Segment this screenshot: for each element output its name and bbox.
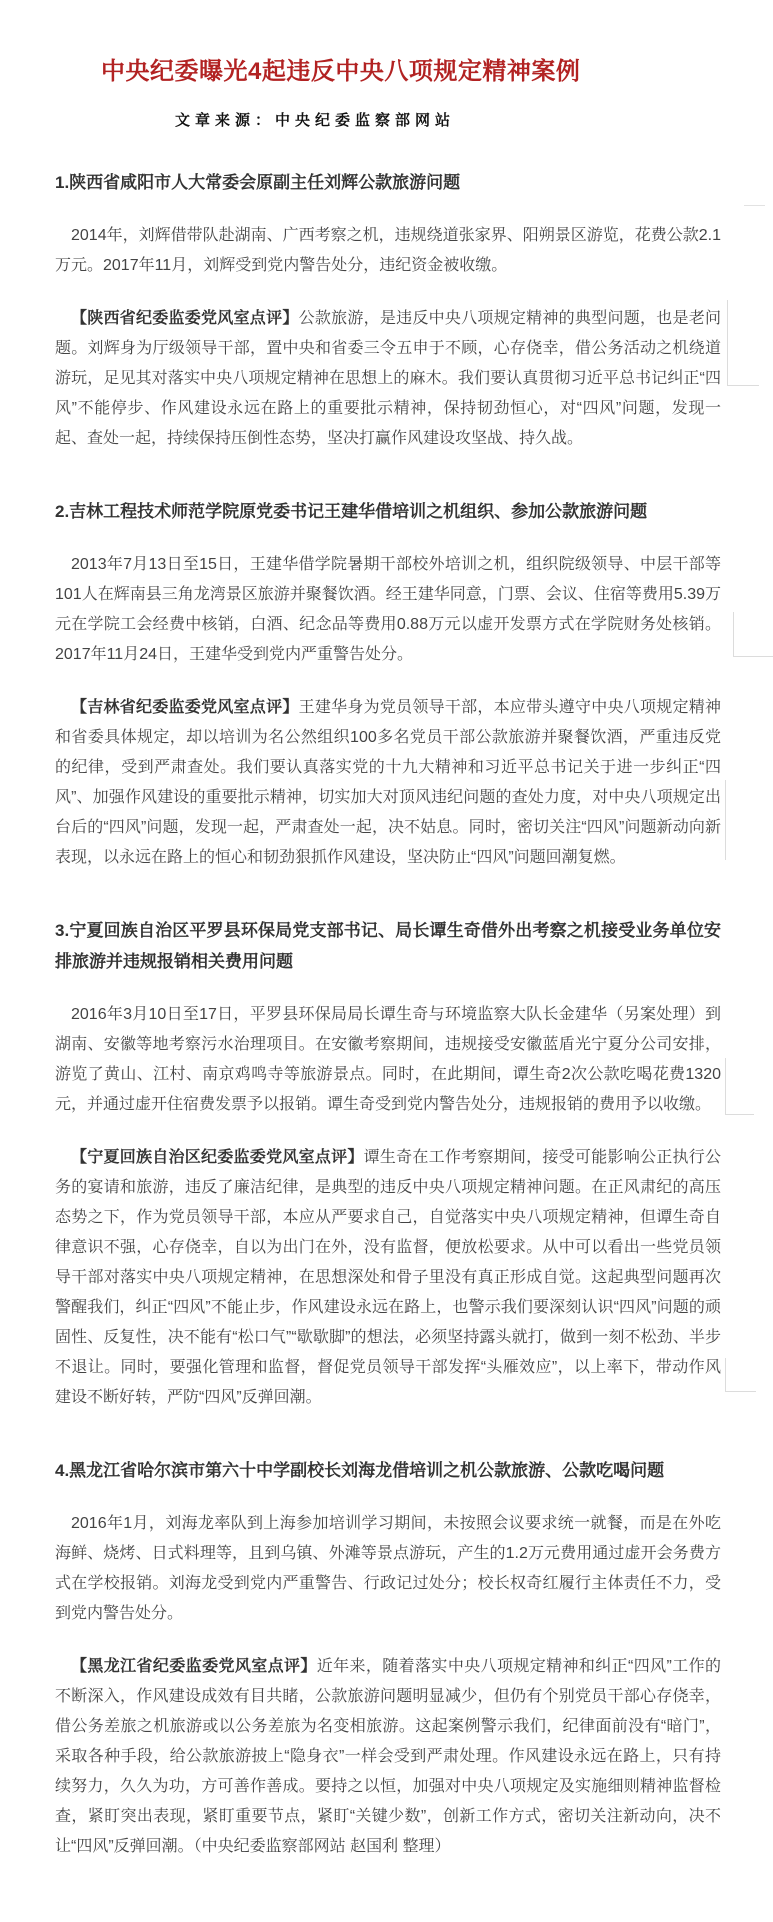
case-3-comment (55, 1143, 721, 1413)
case-section-3 (55, 915, 721, 1413)
case-2-comment (55, 693, 721, 873)
case-4-comment (55, 1652, 721, 1862)
case-2-comment-label: 【吉林省纪委监委党风室点评】 (71, 699, 299, 716)
case-1-heading: 1.陕西省咸阳市人大常委会原副主任刘辉公款旅游问题 (55, 173, 461, 192)
stitch-artifact-line (725, 780, 726, 860)
case-4-comment-label: 【黑龙江省纪委监委党风室点评】 (71, 1658, 317, 1675)
case-2-heading: 2.吉林工程技术师范学院原党委书记王建华借培训之机组织、参加公款旅游问题 (55, 502, 648, 521)
article-source-line: 文章来源：中央纪委监察部网站 (175, 111, 456, 129)
case-4-facts: 2016年1月，刘海龙率队到上海参加培训学习期间，未按照会议要求统一就餐，而是在外吃海鲜、烧烤、日式料理等，且到乌镇、外滩等景点游玩，产生的1.2万元费用通过虚开会务费方式在学校报销。刘海龙受到党内严重警告、行政记过处分；校长权奇红履行主体责任不力，受到党内警告处分。 (55, 1515, 721, 1622)
case-section-2 (55, 496, 721, 873)
case-4-comment-text: 近年来，随着落实中央八项规定精神和纠正“四风”工作的不断深入，作风建设成效有目共睹，公款旅游问题明显减少，但仍有个别党员干部心存侥幸，借公务差旅之机旅游或以公务差旅为名变相旅游。这起案例警示我们，纪律面前没有“暗门”，采取各种手段，给公款旅游披上“隐身衣”一样会受到严肃处理。作风建设永远在路上，只有持续努力，久久为功，方可善作善成。要持之以恒，加强对中央八项规定及实施细则精神监督检查，紧盯突出表现，紧盯重要节点，紧盯“关键少数”，创新工作方式，密切关注新动向，决不让“四风”反弹回潮。（中央纪委监察部网站 赵国利 整理） (55, 1658, 721, 1855)
case-2-facts: 2013年7月13日至15日，王建华借学院暑期干部校外培训之机，组织院级领导、中层干部等101人在辉南县三角龙湾景区旅游并聚餐饮酒。经王建华同意，门票、会议、住宿等费用5.39万元在学院工会经费中核销，白酒、纪念品等费用0.88万元以虚开发票方式在学院财务处核销。2017年11月24日，王建华受到党内严重警告处分。 (55, 556, 721, 663)
stitch-artifact-corner-4 (725, 1358, 756, 1392)
case-3-heading: 3.宁夏回族自治区平罗县环保局党支部书记、局长谭生奇借外出考察之机接受业务单位安排旅游并违规报销相关费用问题 (55, 921, 721, 971)
case-1-comment-label: 【陕西省纪委监委党风室点评】 (71, 310, 299, 327)
case-2-comment-text: 王建华身为党员领导干部，本应带头遵守中央八项规定精神和省委具体规定，却以培训为名公然组织100多名党员干部公款旅游并聚餐饮酒，严重违反党的纪律，受到严肃查处。我们要认真落实党的十九大精神和习近平总书记关于进一步纠正“四风”、加强作风建设的重要批示精神，切实加大对顶风违纪问题的查处力度，对中央八项规定出台后的“四风”问题，发现一起，严肃查处一起，决不姑息。同时，密切关注“四风”问题新动向新表现，以永远在路上的恒心和韧劲狠抓作风建设，坚决防止“四风”问题回潮复燃。 (55, 699, 721, 866)
case-3-facts: 2016年3月10日至17日，平罗县环保局局长谭生奇与环境监察大队长金建华（另案处理）到湖南、安徽等地考察污水治理项目。在安徽考察期间，违规接受安徽蓝盾光宁夏分公司安排，游览了黄山、江村、南京鸡鸣寺等旅游景点。同时，在此期间，谭生奇2次公款吃喝花费1320元，并通过虚开住宿费发票予以报销。谭生奇受到党内警告处分，违规报销的费用予以收缴。 (55, 1006, 721, 1113)
case-section-1 (55, 167, 721, 454)
article-title: 中央纪委曝光4起违反中央八项规定精神案例 (101, 58, 581, 85)
case-3-comment-text: 谭生奇在工作考察期间，接受可能影响公正执行公务的宴请和旅游，违反了廉洁纪律，是典型的违反中央八项规定精神问题。在正风肃纪的高压态势之下，作为党员领导干部，本应从严要求自己，自觉落实中央八项规定精神，但谭生奇自律意识不强，心存侥幸，自以为出门在外，没有监督，便放松要求。从中可以看出一些党员领导干部对落实中央八项规定精神，在思想深处和骨子里没有真正形成自觉。这起典型问题再次警醒我们，纠正“四风”不能止步，作风建设永远在路上，也警示我们要深刻认识“四风”问题的顽固性、反复性，决不能有“松口气”“歇歇脚”的想法，必须坚持露头就打，做到一刻不松劲、半步不退让。同时，要强化管理和监督，督促党员领导干部发挥“头雁效应”，以上率下，带动作风建设不断好转，严防“四风”反弹回潮。 (55, 1149, 721, 1406)
case-section-4 (55, 1455, 721, 1862)
case-3-comment-label: 【宁夏回族自治区纪委监委党风室点评】 (71, 1149, 364, 1166)
case-1-facts: 2014年，刘辉借带队赴湖南、广西考察之机，违规绕道张家界、阳朔景区游览，花费公款2.1万元。2017年11月，刘辉受到党内警告处分，违纪资金被收缴。 (55, 227, 721, 274)
stitch-artifact-corner-2 (733, 612, 773, 657)
stitch-artifact-corner-1 (727, 300, 759, 386)
stitch-artifact-dash (744, 205, 765, 206)
case-1-comment (55, 304, 721, 454)
case-1-comment-text: 公款旅游，是违反中央八项规定精神的典型问题，也是老问题。刘辉身为厅级领导干部，置中央和省委三令五申于不顾，心存侥幸，借公务活动之机绕道游玩，足见其对落实中央八项规定精神在思想上的麻木。我们要认真贯彻习近平总书记纠正“四风”不能停步、作风建设永远在路上的重要批示精神，保持韧劲恒心，对“四风”问题，发现一起、查处一起，持续保持压倒性态势，坚决打赢作风建设攻坚战、持久战。 (55, 310, 721, 447)
case-4-heading: 4.黑龙江省哈尔滨市第六十中学副校长刘海龙借培训之机公款旅游、公款吃喝问题 (55, 1461, 665, 1480)
stitch-artifact-corner-3 (725, 1058, 754, 1115)
